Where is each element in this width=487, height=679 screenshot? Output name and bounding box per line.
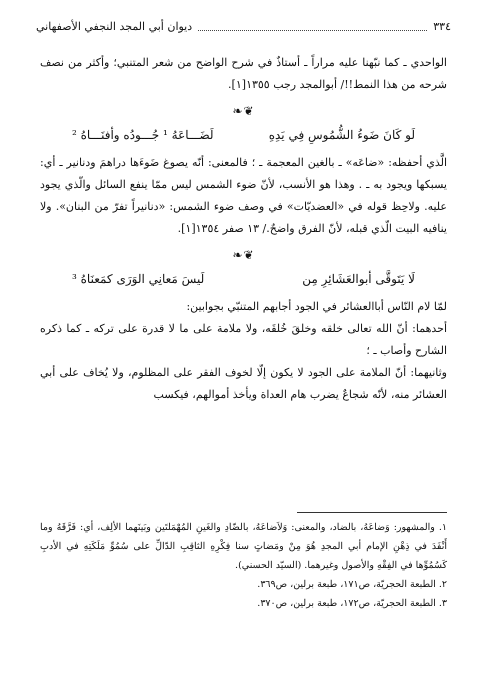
footnote-separator [297,512,447,513]
paragraph-2: الَّذي أحفظه: «ضاعَه» ـ بالغين المعجمة ـ ؛ فالمعنى: أنّه يصوغ ضَوءَها دراهمَ ودنانير ـ أي: يسبكها ويجود به ـ . وهذا هو الأنسب، لأنّ ضوء الشمس ليس ممّا ينفع السائل والّذي يجود عليه. ولاحِظ قوله في «العضديّات» في وصف ضوء الشمس: «دنانيراً تفرّ من البنان». ولا ينافيه البيت الّذي قبله، لأنّ الفرق واضحٌ./ ١٣ صفر ١٣٥٤[١]. [40,156,447,235]
paragraph-5: وثانيهما: أنّ الملامة على الجود لا يكون إلّا لخوف الفقر على المظلوم، ولا يُخاف على أبي العشائر منه، لأنّه شجاعٌ يضرب هام العداة ويأخذ أموالهم، فيكسب [40,366,447,401]
verse-2-second-hemistich: لَيسَ مَعانِي الوَرَى كمَعنَاهُ ³ [72,272,205,286]
footnotes [40,518,447,613]
ornament-divider: ❦❧ [232,248,255,262]
verse-1-first-hemistich: لَو كَانَ ضَوءُ الشُّمُوسِ فِي يَدِهِ [268,128,415,142]
verse-1-second-hemistich: لَضَـــاعَهُ ¹ جُـــودُه وأفنَـــاهُ ² [72,128,214,142]
main-text [40,52,447,406]
verse-2-first-hemistich: لَا يَتَوقَّى أبوالعَشَائِرِ مِن [302,272,415,286]
paragraph-4: أحدهما: أنّ الله تعالى خلقه وخلقَ خُلقَه، ولا ملامة على ما لا قدرة على تركه ـ كما ذكره الشارح وأصاب ـ ؛ [40,322,447,357]
paragraph-1: الواحدي ـ كما نبّهنا عليه مراراً ـ أستاذٌ في شرح الواضح من شعر المتنبي؛ وأكثر من نصف شرحه من هذا النمط!!/ أبوالمجد رجب ١٣٥٥[١]. [40,56,447,91]
footnote-1: ١. والمشهور: وَضاعَهُ، بالضاد، والمعنى: وَلاَضاعَهُ، بالضّادِ والغَينِ المُهْمَلتَين وبَينَهما الألِف، أي: فَرَّقَهُ وما أَنْفَدَ في ذِهْنِ الإمام أبي المجدِ هُوَ مِنْ ومَضاتٍ سنا فِكْرِهِ الثاقِبِ الدّالِّ على سُمُوِّ مَلَكَتِهِ في الأدبِ كَسُمُوِّها في الفِقْهِ والأصول وغيرهما. (السيّد الحسني). [40,522,447,571]
page-number: ٣٣٤ [433,19,451,33]
ornament-divider: ❦❧ [232,104,255,118]
verse-2 [40,268,447,290]
header-dotted-leader [198,22,427,31]
running-title: ديوان أبي المجد النجفي الأصفهاني [36,19,193,33]
footnote-3: ٣. الطبعة الحجريّة، ص١٧٢، طبعة برلين، ص٣٧٠. [257,598,447,609]
paragraph-3: لمّا لام النّاس أباالعشائر في الجود أجابهم المتنبّي بجوابين: [186,300,447,313]
verse-1 [40,124,447,146]
footnote-2: ٢. الطبعة الحجريّة، ص١٧١، طبعة برلين، ص٣٦٩. [257,579,447,590]
page-header [36,18,451,34]
